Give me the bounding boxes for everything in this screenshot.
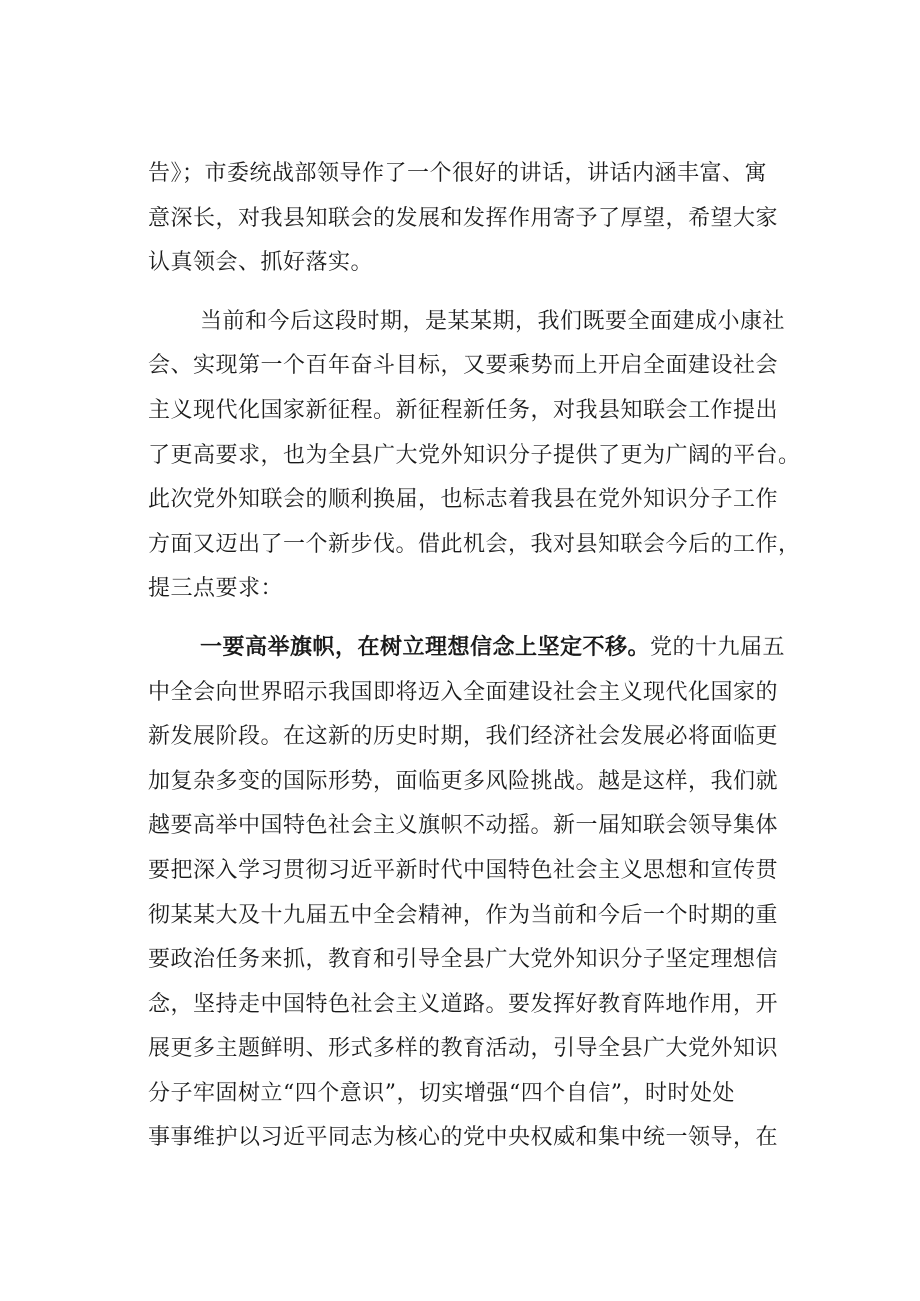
paragraph <box>148 626 798 1161</box>
text-line: 意深长，对我县知联会的发展和发挥作用寄予了厚望，希望大家 <box>148 205 779 231</box>
text-line: 加复杂多变的国际形势，面临更多风险挑战。越是这样，我们就 <box>148 768 779 794</box>
text-line: 当前和今后这段时期，是某某期，我们既要全面建成小康社 <box>200 308 786 334</box>
text-line: 展更多主题鲜明、形式多样的教育活动，引导全县广大党外知识 <box>148 1036 779 1062</box>
text-line: 事事维护以习近平同志为核心的党中央权威和集中统一领导，在 <box>148 1125 779 1151</box>
text-line: 了更高要求，也为全县广大党外知识分子提供了更为广阔的平台。 <box>148 442 801 468</box>
text-line: 认真领会、抓好落实。 <box>148 250 374 276</box>
text-line <box>148 626 798 671</box>
text-fragment: 党的十九届五 <box>650 634 786 660</box>
text-line: 越要高举中国特色社会主义旗帜不动摇。新一届知联会领导集体 <box>148 813 779 839</box>
paragraph <box>148 300 801 612</box>
text-line: 方面又迈出了一个新步伐。借此机会，我对县知联会今后的工作， <box>148 531 801 557</box>
text-line: 念，坚持走中国特色社会主义道路。要发挥好教育阵地作用，开 <box>148 991 779 1017</box>
text-line: 此次党外知联会的顺利换届，也标志着我县在党外知识分子工作 <box>148 487 779 513</box>
text-line: 分子牢固树立“四个意识”，切实增强“四个自信”，时时处处 <box>148 1080 735 1106</box>
text-line: 新发展阶段。在这新的历史时期，我们经济社会发展必将面临更 <box>148 724 779 750</box>
text-line: 告》；市委统战部领导作了一个很好的讲话，讲话内涵丰富、寓 <box>148 161 768 186</box>
text-line: 彻某某大及十九届五中全会精神，作为当前和今后一个时期的重 <box>148 902 779 928</box>
document-body <box>148 152 801 1161</box>
text-line: 要政治任务来抓，教育和引导全县广大党外知识分子坚定理想信 <box>148 947 779 973</box>
paragraph <box>148 152 798 286</box>
section-heading: 一要高举旗帜，在树立理想信念上坚定不移。 <box>200 634 651 660</box>
text-line: 提三点要求： <box>148 576 284 602</box>
text-line: 要把深入学习贯彻习近平新时代中国特色社会主义思想和宣传贯 <box>148 857 779 883</box>
text-line: 会、实现第一个百年奋斗目标，又要乘势而上开启全面建设社会 <box>148 353 779 379</box>
text-line: 主义现代化国家新征程。新征程新任务，对我县知联会工作提出 <box>148 397 779 423</box>
text-line: 中全会向世界昭示我国即将迈入全面建设社会主义现代化国家的 <box>148 679 779 705</box>
